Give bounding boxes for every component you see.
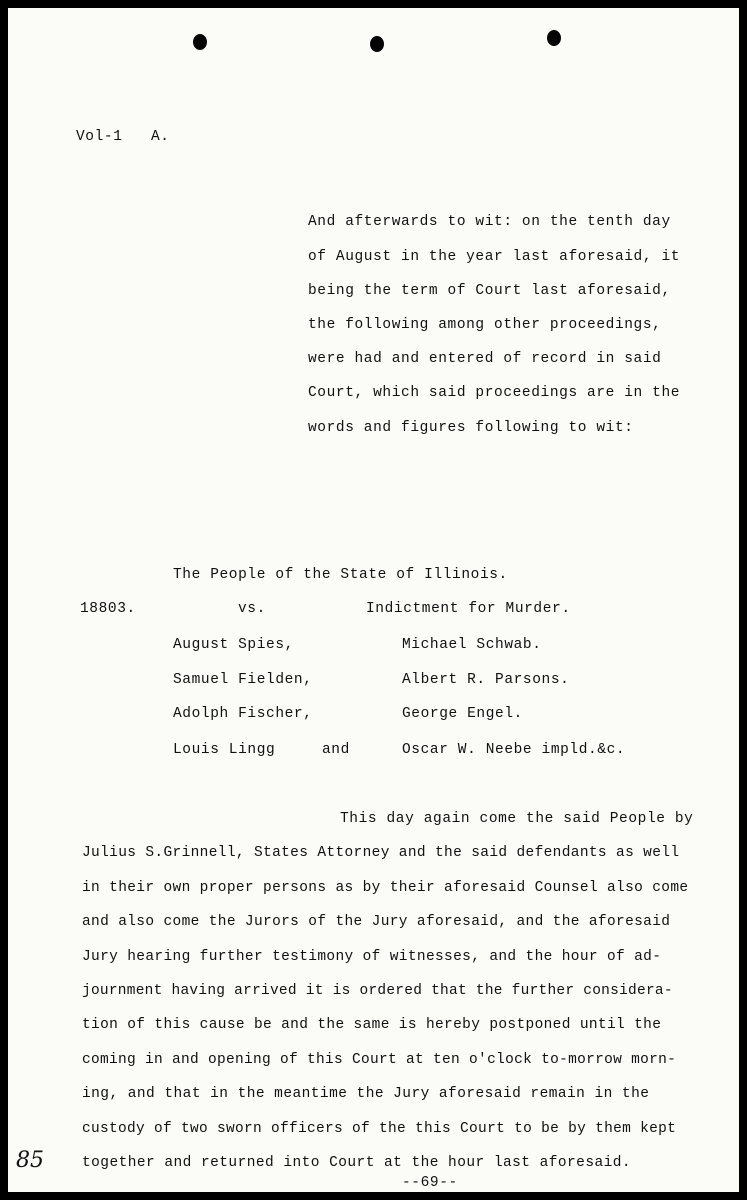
body-line: tion of this cause be and the same is hereby postponed until the — [82, 1017, 662, 1033]
intro-line: And afterwards to wit: on the tenth day — [308, 214, 671, 230]
handwritten-margin-note: 85 — [16, 1148, 44, 1173]
section-letter: A. — [151, 129, 170, 145]
intro-line: the following among other proceedings, — [308, 317, 662, 333]
body-line: This day again come the said People by — [340, 811, 694, 827]
punch-hole — [370, 36, 384, 52]
intro-line: words and figures following to wit: — [308, 420, 634, 436]
intro-line: Court, which said proceedings are in the — [308, 385, 681, 401]
body-line: and also come the Jurors of the Jury aforesaid, and the aforesaid — [82, 914, 671, 930]
body-line: together and returned into Court at the hour last aforesaid. — [82, 1155, 632, 1171]
body-line: Julius S.Grinnell, States Attorney and the said defendants as well — [82, 845, 680, 861]
intro-line: were had and entered of record in said — [308, 351, 662, 367]
defendant-name: George Engel. — [402, 706, 523, 722]
defendant-name: Albert R. Parsons. — [402, 672, 570, 688]
body-line: custody of two sworn officers of the this Court to be by them kept — [82, 1121, 677, 1137]
page-number: --69-- — [402, 1175, 458, 1191]
versus: vs. — [238, 601, 266, 617]
volume-label: Vol-1 — [76, 129, 123, 145]
and-word: and — [322, 742, 350, 758]
case-number: 18803. — [80, 601, 136, 617]
defendant-name: Michael Schwab. — [402, 637, 542, 653]
punch-hole — [547, 30, 561, 46]
defendant-name: Adolph Fischer, — [173, 706, 313, 722]
body-line: Jury hearing further testimony of witnesses, and the hour of ad- — [82, 949, 662, 965]
case-title: The People of the State of Illinois. — [173, 567, 508, 583]
indictment-label: Indictment for Murder. — [366, 601, 571, 617]
defendant-name: Samuel Fielden, — [173, 672, 313, 688]
defendant-name: Louis Lingg — [173, 742, 276, 758]
punch-hole — [193, 34, 207, 50]
body-line: journment having arrived it is ordered that the further considera- — [82, 983, 673, 999]
body-line: coming in and opening of this Court at ten o'clock to-morrow morn- — [82, 1052, 677, 1068]
document-page — [8, 8, 739, 1192]
intro-line: being the term of Court last aforesaid, — [308, 283, 671, 299]
body-line: in their own proper persons as by their aforesaid Counsel also come — [82, 880, 689, 896]
defendant-name: Oscar W. Neebe impld.&c. — [402, 742, 626, 758]
body-line: ing, and that in the meantime the Jury aforesaid remain in the — [82, 1086, 650, 1102]
defendant-name: August Spies, — [173, 637, 294, 653]
intro-line: of August in the year last aforesaid, it — [308, 249, 681, 265]
